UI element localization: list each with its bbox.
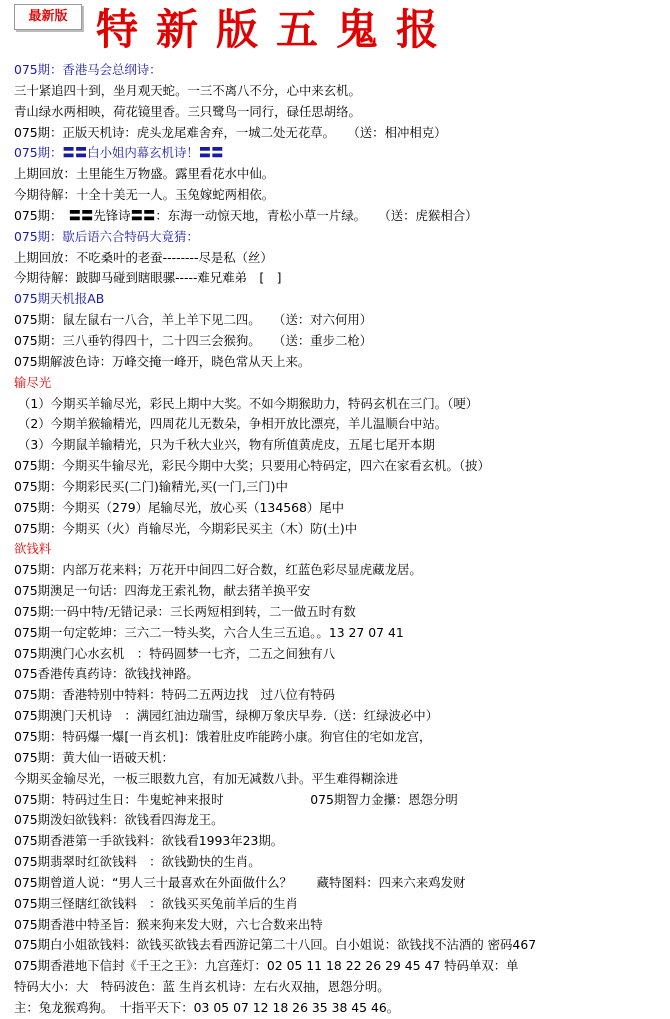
- text-line: 075期：歇后语六合特码大竟猜：: [14, 228, 199, 244]
- text-line: 075期香港地下信封《千王之王》：九宫莲灯：02 05 11 18 22 26 29 45 47 特码单双：单: [14, 958, 519, 974]
- text-line: 075期解波色诗：万峰交掩一峰开，晓色常从天上来。: [14, 353, 311, 369]
- text-line: 075期：特码过生日：牛鬼蛇神来报时 075期智力金攥：恩怨分明: [14, 791, 458, 807]
- text-line: 075期三怪瞎红欲钱料 ：欲钱买买兔前羊后的生肖: [14, 895, 298, 911]
- text-line: 075期香港中特圣旨：猴来狗来发大财，六七合数来出特: [14, 916, 323, 932]
- text-line: 今期买金输尽光，一板三眼数九宫，有加无减数八卦。平生难得糊涂进: [14, 770, 399, 786]
- text-line: 上期回放：土里能生万物盛。露里看花水中仙。: [14, 166, 275, 182]
- text-line: 075期一句定乾坤：三六二一特头奖，六合人生三五追。。13 27 07 41: [14, 624, 404, 640]
- text-line: 主：兔龙猴鸡狗。 十指平天下：03 05 07 12 18 26 35 38 45 46。: [14, 999, 400, 1015]
- text-line: 075期：香港马会总纲诗：: [14, 62, 162, 77]
- text-line: 上期回放：不吃桑叶的老蚕--------尽是私（丝）: [14, 249, 273, 265]
- latest-version-badge: 最新版: [14, 4, 82, 30]
- text-line: （1）今期买羊输尽光，彩民上期中大奖。不如今期猴助力，特码玄机在三门。（哽）: [18, 395, 479, 411]
- text-line: 075期：内部万花来料；万花开中间四二好合数，红蓝色彩尽显虎藏龙居。: [14, 562, 422, 578]
- text-line: 今期待解：十全十美无一人。玉兔嫁蛇两相依。: [14, 187, 275, 203]
- section-heading: 欲钱料: [14, 541, 52, 557]
- text-line: （3）今期鼠羊输精光，只为千秋大业兴，物有所值黄虎皮，五尾七尾开本期: [18, 437, 435, 453]
- text-line: 075期：今期彩民买(二门)输精光,买(一门,三门)中: [14, 478, 288, 494]
- text-line: 今期待解：跛脚马碰到瞎眼骡-----难兄难弟 [ ]: [14, 270, 282, 286]
- text-line: 075期:一码中特/无错记录：三长两短相到转，二一做五时有数: [14, 603, 356, 619]
- text-line: 075期白小姐欲钱料：欲钱买欲钱去看西游记第二十八回。白小姐说：欲钱找不沾酒的 密码467: [14, 937, 537, 953]
- text-line: 075期香港第一手欲钱料：欲钱看1993年23期。: [14, 833, 284, 849]
- text-line: 青山绿水两相映，荷花镜里香。三只鹭鸟一同行，碌任思胡络。: [14, 103, 361, 119]
- text-line: 075期：今期买牛输尽光，彩民今期中大奖；只要用心特码定，四六在家看玄机。（披）: [14, 458, 490, 474]
- text-line: 特码大小：大 特码波色：蓝 生肖玄机诗：左右火双抽，恩怨分明。: [14, 979, 390, 995]
- text-line: 075期：香港特别中特料：特码二五两边找 过八位有特码: [14, 687, 336, 703]
- text-line: 075期澳足一句话：四海龙王索礼物，献去猪羊换平安: [14, 583, 311, 599]
- text-line: 075期：正版天机诗：虎头龙尾难舍弃，一城二处无花草。 （送：相冲相克）: [14, 124, 447, 140]
- text-line: 075期：今期买（279）尾输尽光，放心买（134568）尾中: [14, 499, 345, 515]
- text-line: 075期： 〓〓先锋诗〓〓：东海一动惊天地，青松小草一片绿。 （送：虎猴相合）: [14, 207, 478, 223]
- page-title: 特新版五鬼报: [96, 5, 457, 54]
- text-line: 075香港传真药诗：欲钱找神路。: [14, 666, 199, 682]
- text-line: 075期：黄大仙一语破天机：: [14, 749, 174, 765]
- text-line: 075期天机报AB: [14, 291, 105, 307]
- text-line: 三十紧追四十到，坐月观天蛇。一三不离八不分，心中来玄机。: [14, 82, 361, 98]
- text-line: 075期曾道人说：“男人三十最喜欢在外面做什么？ 藏特图料：四来六来鸡发财: [14, 874, 466, 890]
- text-line: 075期：今期买（火）肖输尽光，今期彩民买主（木）防(土)中: [14, 520, 358, 536]
- text-body: [14, 60, 668, 1019]
- text-line: 075期泼妇欲钱料：欲钱看四海龙王。: [14, 812, 224, 828]
- text-line: 075期：特码爆一爆[一肖玄机]：饿着肚皮咋能跨小康。狗官住的宅如龙宫，: [14, 729, 432, 744]
- text-line: 075期翡翠时红欲钱料 ：欲钱勤快的生肖。: [14, 854, 261, 870]
- section-heading: 输尽光: [14, 374, 52, 390]
- text-line: （2）今期羊猴输精光，四周花儿无数朵，争相开放比漂亮，羊儿温顺台中站。: [18, 416, 448, 432]
- text-line: 075期澳门心水玄机 ：特码圆梦一七齐，二五之间独有八: [14, 645, 336, 661]
- page-header: [0, 0, 670, 60]
- text-line: 075期：鼠左鼠右一八合，羊上羊下见二四。 （送：对六何用）: [14, 312, 373, 328]
- text-line: 075期：〓〓白小姐内幕玄机诗！〓〓: [14, 145, 224, 161]
- text-line: 075期澳门天机诗 ：满园红油边瑞雪，绿柳万象庆早券.（送：红绿波必中）: [14, 708, 439, 724]
- text-line: 075期：三八垂钓得四十，二十四三会猴狗。 （送：重步二枪）: [14, 332, 373, 348]
